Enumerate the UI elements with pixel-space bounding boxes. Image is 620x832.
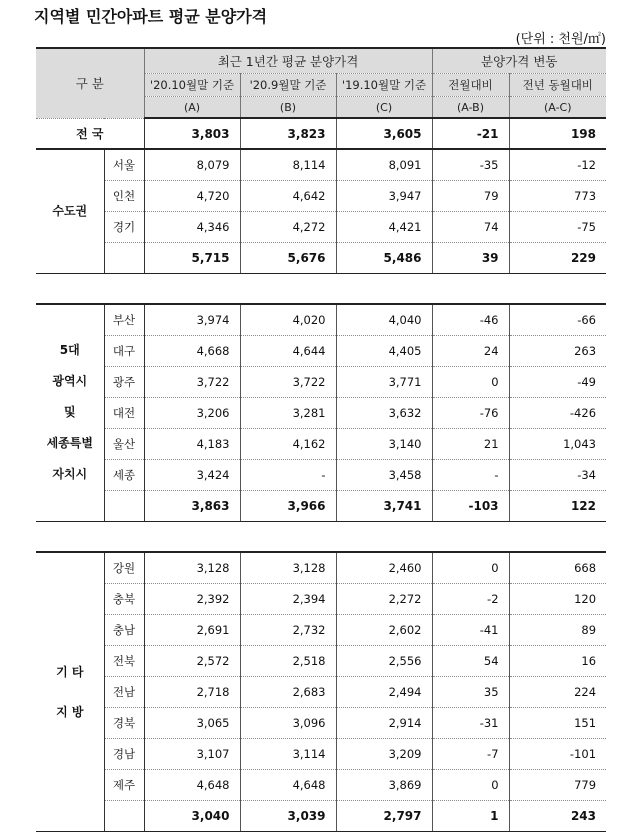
cell: -31 — [432, 707, 509, 738]
cell: -46 — [432, 304, 509, 335]
col-e-sub: (A-C) — [509, 97, 606, 119]
cell: 16 — [509, 645, 606, 676]
subtotal-cell: 229 — [509, 242, 606, 273]
cell: 3,096 — [240, 707, 336, 738]
subtotal-cell: 3,741 — [336, 490, 432, 521]
cell: 779 — [509, 769, 606, 800]
cell: - — [432, 459, 509, 490]
cell: 198 — [509, 118, 606, 149]
cell: 21 — [432, 428, 509, 459]
cell: 3,140 — [336, 428, 432, 459]
cell: -426 — [509, 397, 606, 428]
table-row — [36, 614, 606, 645]
region-group-line: 기 타 — [56, 664, 84, 679]
subtotal-cell: 3,863 — [144, 490, 240, 521]
table-row — [36, 676, 606, 707]
subregion-name: 경기 — [104, 211, 144, 242]
cell: 2,518 — [240, 645, 336, 676]
subregion-name: 충북 — [104, 583, 144, 614]
cell: 3,605 — [336, 118, 432, 149]
cell: 2,572 — [144, 645, 240, 676]
subregion-name: 부산 — [104, 304, 144, 335]
cell: -49 — [509, 366, 606, 397]
cell: 3,722 — [240, 366, 336, 397]
table-row — [36, 738, 606, 769]
cell: 4,648 — [144, 769, 240, 800]
table-row — [36, 335, 606, 366]
cell: 2,691 — [144, 614, 240, 645]
subregion-name: 전남 — [104, 676, 144, 707]
subregion-name: 대전 — [104, 397, 144, 428]
subregion-name: 인천 — [104, 180, 144, 211]
subtotal-cell: 3,040 — [144, 800, 240, 831]
table-row — [36, 366, 606, 397]
cell: -75 — [509, 211, 606, 242]
cell: 2,556 — [336, 645, 432, 676]
col-d-sub: (A-B) — [432, 97, 509, 119]
cell: 8,114 — [240, 149, 336, 180]
cell: 3,803 — [144, 118, 240, 149]
cell: 2,494 — [336, 676, 432, 707]
cell: 668 — [509, 552, 606, 583]
region-group-label — [36, 552, 104, 831]
subregion-name: 제주 — [104, 769, 144, 800]
cell: 3,128 — [144, 552, 240, 583]
cell: 4,162 — [240, 428, 336, 459]
cell: 3,458 — [336, 459, 432, 490]
subtotal-cell: 5,676 — [240, 242, 336, 273]
subregion-name: 서울 — [104, 149, 144, 180]
subtotal-cell: 122 — [509, 490, 606, 521]
cell: -2 — [432, 583, 509, 614]
cell: 79 — [432, 180, 509, 211]
table-row — [36, 397, 606, 428]
subregion-name: 대구 — [104, 335, 144, 366]
cell: 3,869 — [336, 769, 432, 800]
subtotal-cell: 1 — [432, 800, 509, 831]
region-group-line: 5대 — [59, 343, 80, 358]
price-table — [36, 47, 606, 832]
cell: 4,644 — [240, 335, 336, 366]
cell: 3,065 — [144, 707, 240, 738]
cell: - — [240, 459, 336, 490]
cell: 3,206 — [144, 397, 240, 428]
cell: 4,183 — [144, 428, 240, 459]
gap-cell — [36, 521, 606, 552]
subregion-name: 울산 — [104, 428, 144, 459]
unit-label: (단위 : 천원/㎡) — [515, 32, 606, 47]
table-row — [36, 552, 606, 583]
cell: 54 — [432, 645, 509, 676]
table-row — [36, 707, 606, 738]
cell: -34 — [509, 459, 606, 490]
table-row — [36, 769, 606, 800]
cell: 2,460 — [336, 552, 432, 583]
subtotal-cell: -103 — [432, 490, 509, 521]
col-c-header: '19.10월말 기준 — [336, 74, 432, 97]
subregion-name: 세종 — [104, 459, 144, 490]
subtotal-row — [36, 490, 606, 521]
subtotal-label — [104, 242, 144, 273]
subtotal-cell: 3,966 — [240, 490, 336, 521]
col-b-header: '20.9월말 기준 — [240, 74, 336, 97]
cell: 3,947 — [336, 180, 432, 211]
cell: 2,914 — [336, 707, 432, 738]
cell: 8,091 — [336, 149, 432, 180]
table-row — [36, 304, 606, 335]
subregion-name: 충남 — [104, 614, 144, 645]
national-label: 전 국 — [36, 118, 144, 149]
cell: 263 — [509, 335, 606, 366]
cell: -12 — [509, 149, 606, 180]
cell: 35 — [432, 676, 509, 707]
cell: 4,272 — [240, 211, 336, 242]
cell: 1,043 — [509, 428, 606, 459]
region-group-line: 세종특별 — [46, 436, 93, 451]
cell: 4,421 — [336, 211, 432, 242]
cell: 4,648 — [240, 769, 336, 800]
cell: -35 — [432, 149, 509, 180]
subtotal-label — [104, 800, 144, 831]
table-row — [36, 428, 606, 459]
subtotal-cell: 2,797 — [336, 800, 432, 831]
cell: 2,683 — [240, 676, 336, 707]
subtotal-row — [36, 242, 606, 273]
category-header: 구 분 — [36, 48, 144, 118]
subregion-name: 전북 — [104, 645, 144, 676]
cell: 4,642 — [240, 180, 336, 211]
cell: 2,394 — [240, 583, 336, 614]
cell: 89 — [509, 614, 606, 645]
cell: 3,722 — [144, 366, 240, 397]
cell: -21 — [432, 118, 509, 149]
region-group-line: 및 — [63, 405, 76, 420]
subtotal-row — [36, 800, 606, 831]
subtotal-cell: 39 — [432, 242, 509, 273]
cell: -41 — [432, 614, 509, 645]
national-row — [36, 118, 606, 149]
price-change-header: 분양가격 변동 — [432, 48, 606, 74]
cell: 3,823 — [240, 118, 336, 149]
cell: 3,974 — [144, 304, 240, 335]
subtotal-cell: 5,715 — [144, 242, 240, 273]
col-a-header: '20.10월말 기준 — [144, 74, 240, 97]
subregion-name: 광주 — [104, 366, 144, 397]
subtotal-cell: 5,486 — [336, 242, 432, 273]
cell: 2,718 — [144, 676, 240, 707]
table-row — [36, 583, 606, 614]
section-gap — [36, 273, 606, 304]
subtotal-cell: 243 — [509, 800, 606, 831]
cell: 4,405 — [336, 335, 432, 366]
recent-prices-header: 최근 1년간 평균 분양가격 — [144, 48, 432, 74]
cell: 0 — [432, 366, 509, 397]
region-group-label: 수도권 — [36, 149, 104, 273]
cell: 2,272 — [336, 583, 432, 614]
table-row — [36, 211, 606, 242]
region-group-line: 광역시 — [52, 374, 88, 389]
region-group-line: 자치시 — [52, 467, 88, 482]
cell: 24 — [432, 335, 509, 366]
cell: 2,392 — [144, 583, 240, 614]
cell: 4,040 — [336, 304, 432, 335]
col-a-sub: (A) — [144, 97, 240, 119]
cell: 224 — [509, 676, 606, 707]
cell: 151 — [509, 707, 606, 738]
col-c-sub: (C) — [336, 97, 432, 119]
table-row — [36, 149, 606, 180]
cell: 0 — [432, 552, 509, 583]
cell: -66 — [509, 304, 606, 335]
col-e-header: 전년 동월대비 — [509, 74, 606, 97]
cell: 3,107 — [144, 738, 240, 769]
cell: 74 — [432, 211, 509, 242]
document-title: 지역별 민간아파트 평균 분양가격 — [34, 7, 268, 26]
cell: 3,114 — [240, 738, 336, 769]
cell: 4,668 — [144, 335, 240, 366]
cell: 0 — [432, 769, 509, 800]
region-group-line: 지 방 — [56, 704, 84, 719]
cell: 3,281 — [240, 397, 336, 428]
subregion-name: 강원 — [104, 552, 144, 583]
cell: 3,771 — [336, 366, 432, 397]
cell: 2,602 — [336, 614, 432, 645]
table-row — [36, 459, 606, 490]
table-row — [36, 645, 606, 676]
cell: 4,020 — [240, 304, 336, 335]
col-b-sub: (B) — [240, 97, 336, 119]
gap-cell — [36, 273, 606, 304]
table-row — [36, 180, 606, 211]
col-d-header: 전월대비 — [432, 74, 509, 97]
cell: -7 — [432, 738, 509, 769]
cell: 2,732 — [240, 614, 336, 645]
cell: 4,720 — [144, 180, 240, 211]
cell: 3,632 — [336, 397, 432, 428]
cell: 4,346 — [144, 211, 240, 242]
subtotal-cell: 3,039 — [240, 800, 336, 831]
subtotal-label — [104, 490, 144, 521]
section-gap — [36, 521, 606, 552]
subregion-name: 경남 — [104, 738, 144, 769]
cell: 120 — [509, 583, 606, 614]
region-group-label — [36, 304, 104, 521]
subregion-name: 경북 — [104, 707, 144, 738]
cell: 773 — [509, 180, 606, 211]
cell: -76 — [432, 397, 509, 428]
cell: 8,079 — [144, 149, 240, 180]
cell: -101 — [509, 738, 606, 769]
cell: 3,424 — [144, 459, 240, 490]
cell: 3,128 — [240, 552, 336, 583]
cell: 3,209 — [336, 738, 432, 769]
